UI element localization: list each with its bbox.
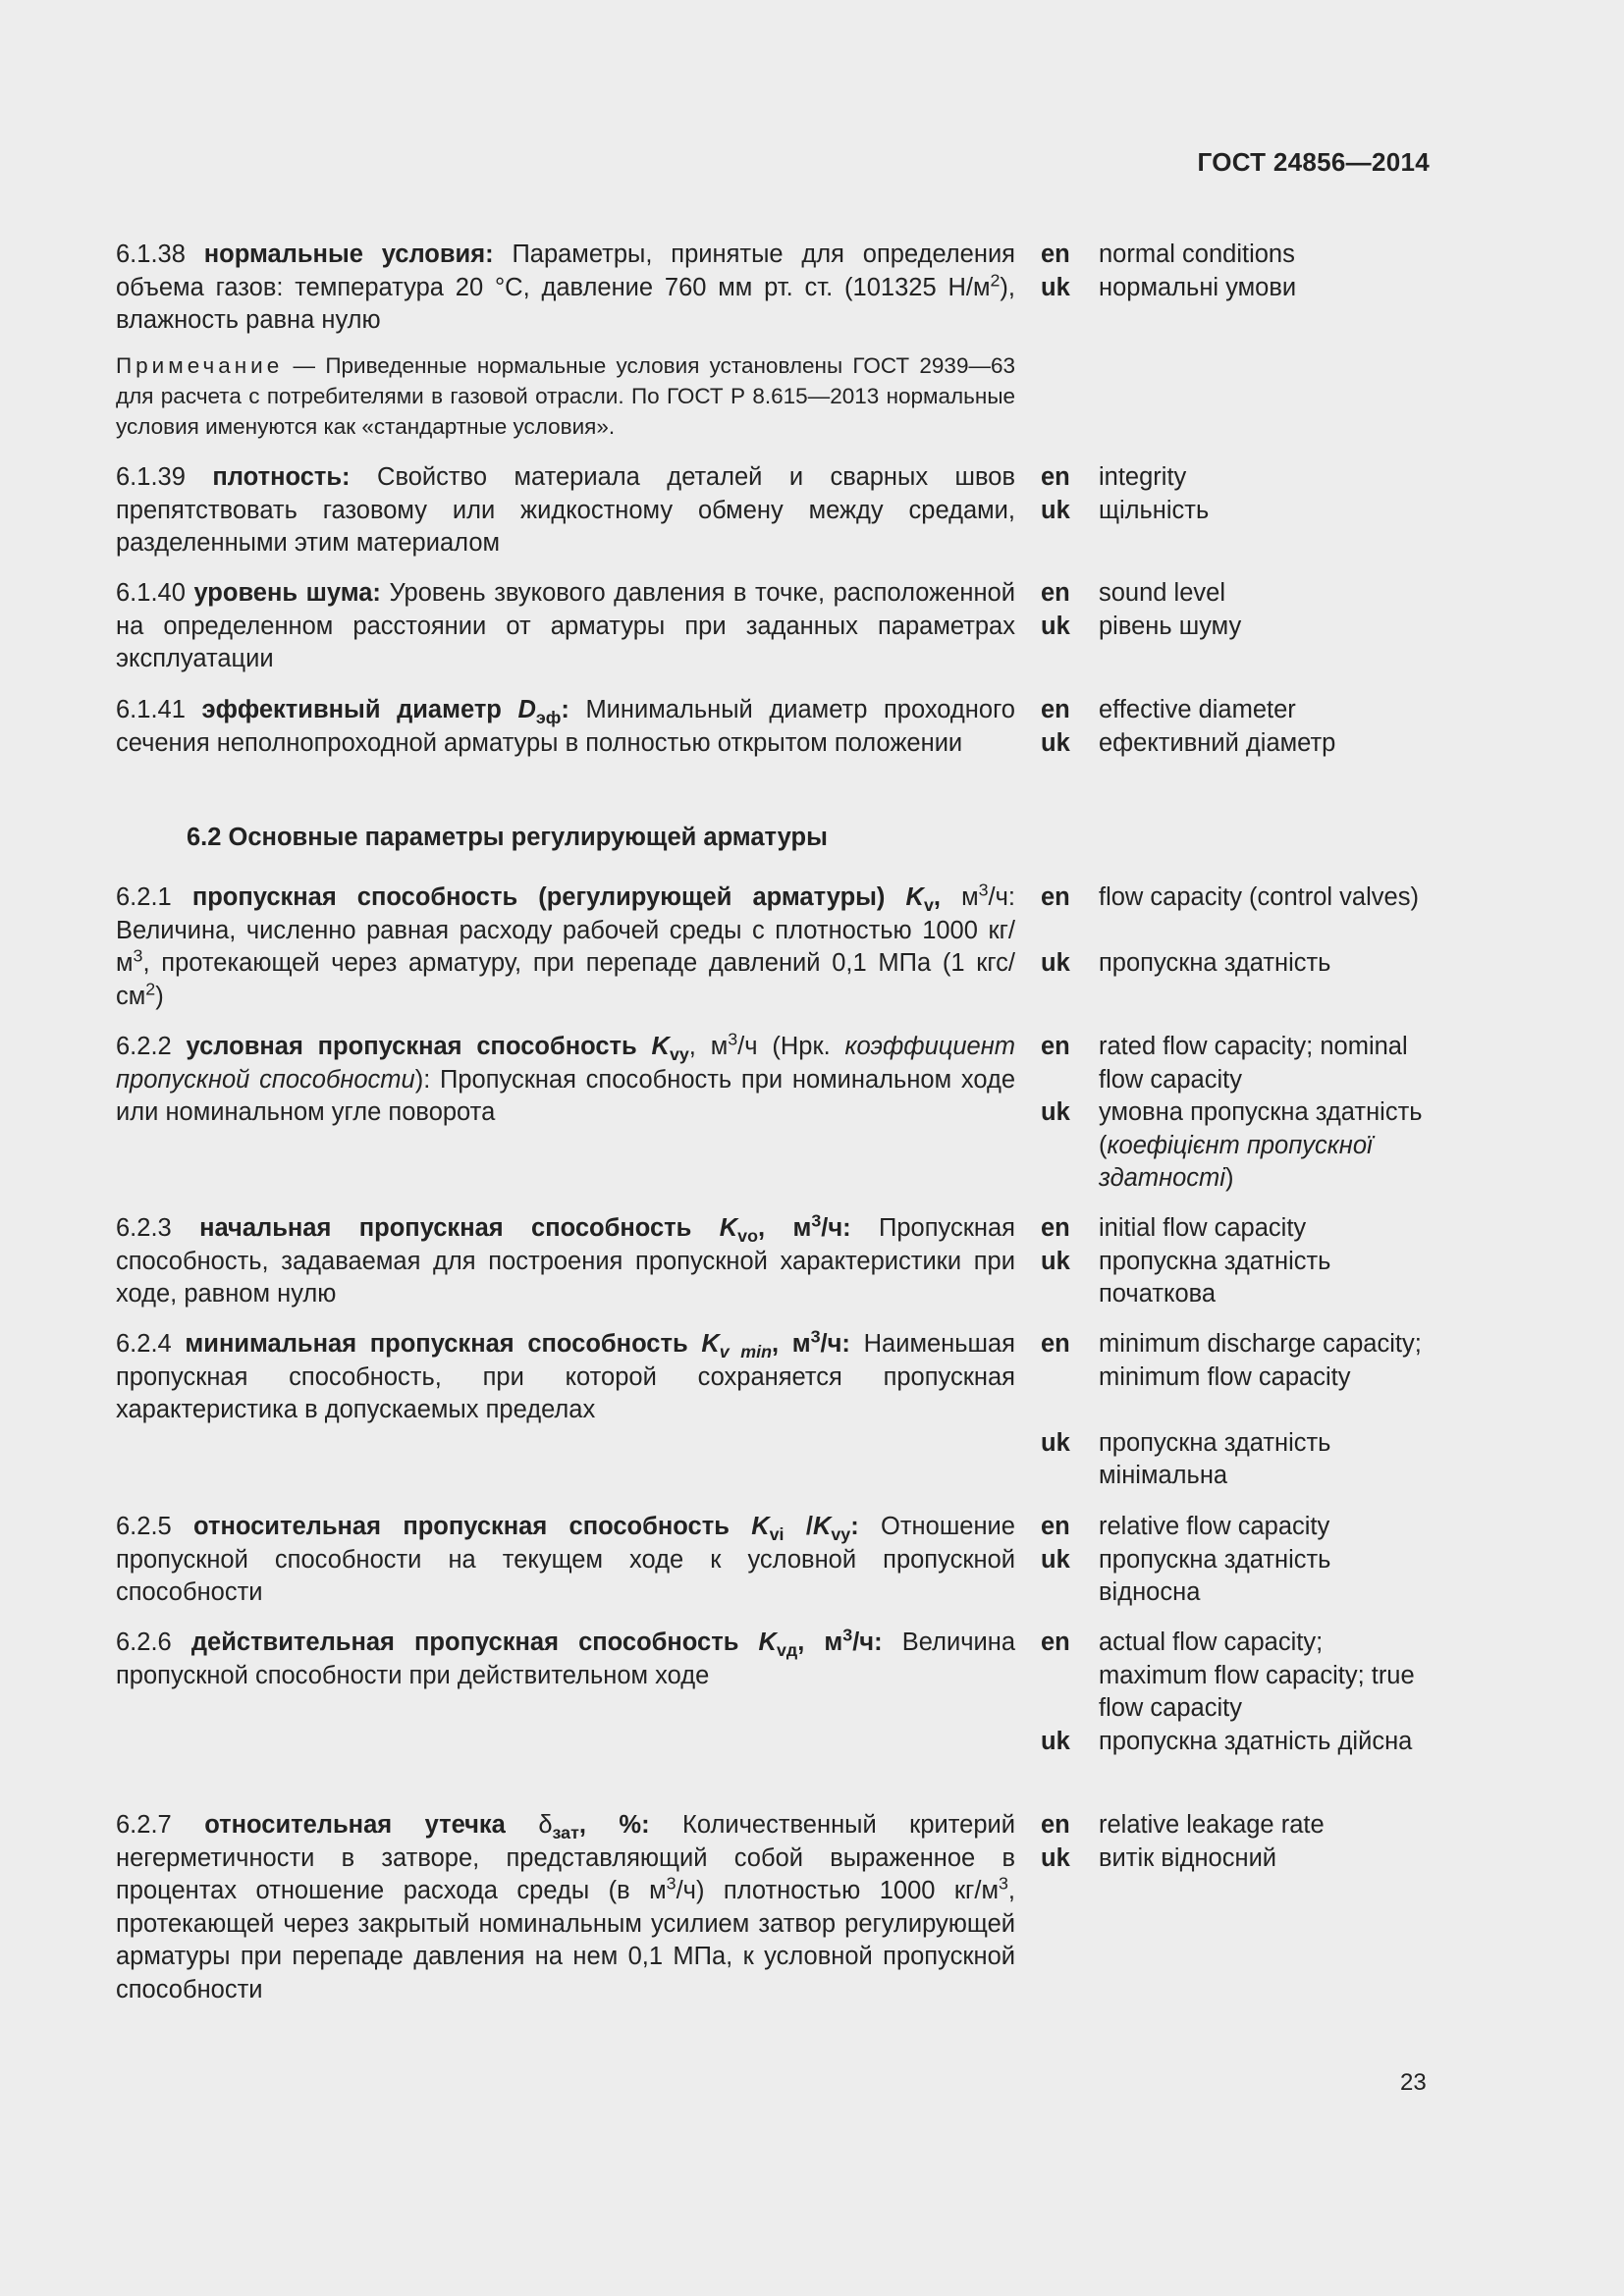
entry-term: условная пропускная способность (186, 1033, 637, 1060)
entry-term: действительная пропускная способность (190, 1629, 739, 1656)
term-en: relative flow capacity (1099, 1513, 1330, 1540)
entry-term: пропускная способность (регулирующей арматуры) (191, 883, 886, 911)
entry-term: минимальная пропускная способность (185, 1330, 688, 1358)
term-uk: витік відносний (1099, 1843, 1277, 1872)
lang-label-uk: uk (1041, 1428, 1070, 1457)
lang-label-uk: uk (1041, 1545, 1070, 1574)
page-number: 23 (1400, 2069, 1427, 2096)
term-en: rated flow capacity; nominal flow capacity (1099, 1033, 1408, 1094)
lang-label-en: en (1041, 579, 1070, 607)
entry-definition: 6.2.6 действительная пропускная способность $K_{vд}$, $м^3/ч$: Величина пропускной способности при действительном ходе (116, 1625, 1015, 1689)
lang-label-en: en (1041, 1629, 1070, 1656)
term-en: effective diameter (1099, 696, 1296, 723)
term-uk: пропускна здатність мінімальна (1099, 1428, 1331, 1489)
entry-definition: 6.1.40 уровень шума: Уровень звукового давления в точке, расположенной на определенном расстоянии от арматуры при заданных параметрах эксплуатации (116, 579, 1016, 672)
term-en: initial flow capacity (1099, 1214, 1307, 1242)
term-en: integrity (1099, 463, 1187, 491)
entry-definition: 6.2.7 относительная утечка $\delta_{зат}$, %: Количественный критерий негерметичности в затворе, представляющий собой выраженное в процентах отношение расхода среды (в $м^3/ч$) плотностью 1000 $кг/м^3$, протекающей через закрытый номинальным усилием затвор регулирующей арматуры при перепаде давления на нем 0,1 МПа, к условной пропускной способности (116, 1811, 1016, 2003)
deprecated-term: коэффициент пропускной способности (116, 1033, 1015, 1094)
lang-label-en: en (1041, 240, 1070, 268)
lang-label-uk: uk (1041, 1247, 1070, 1275)
term-uk: пропускна здатність (1099, 949, 1331, 977)
term-uk: рівень шуму (1099, 612, 1242, 640)
entry-definition: 6.2.5 относительная пропускная способность $K_{vi}$ $/K_{vy}$: Отношение пропускной способности на текущем ходе к условной пропускной способности (116, 1513, 1015, 1606)
entry-term: эффективный диаметр (201, 696, 502, 723)
lang-label-en: en (1041, 1214, 1070, 1242)
lang-label-en: en (1041, 463, 1070, 491)
entry-term: начальная пропускная способность (199, 1214, 692, 1242)
lang-label-uk: uk (1041, 273, 1070, 301)
entry-term: относительная утечка (204, 1811, 506, 1839)
term-uk: щільність (1099, 496, 1210, 524)
term-uk: ефективний діаметр (1099, 728, 1336, 757)
lang-label-en: en (1041, 1033, 1070, 1060)
lang-label-en: en (1041, 1513, 1070, 1540)
entry-term: уровень шума: (193, 579, 381, 607)
lang-label-en: en (1041, 696, 1070, 723)
term-uk: нормальні умови (1099, 273, 1297, 301)
term-uk: пропускна здатність дійсна (1099, 1727, 1413, 1755)
entry-definition: 6.1.41 эффективный диаметр $D_{эф}$: Минимальный диаметр проходного сечения неполнопроходной арматуры в полностью открытом положении (116, 696, 1015, 757)
lang-label-en: en (1041, 1811, 1070, 1839)
entry-definition: 6.1.39 плотность: Свойство материала деталей и сварных швов препятствовать газовому или жидкостному обмену между средами, разделенными этим материалом (116, 463, 1015, 557)
note-label: Примечание (116, 353, 284, 378)
lang-label-uk: uk (1041, 496, 1070, 524)
lang-label-uk: uk (1041, 612, 1070, 640)
lang-label-uk: uk (1041, 728, 1070, 757)
lang-label-uk: uk (1041, 1843, 1070, 1872)
term-uk: умовна пропускна здатність (коефіцієнт пропускної здатності) (1099, 1098, 1423, 1192)
term-en: normal conditions (1099, 240, 1295, 268)
entry-definition: 6.2.4 минимальная пропускная способность $K_{v min}$, $м^3/ч$: Наименьшая пропускная способность, при которой сохраняется пропускная характеристика в допускаемых пределах (116, 1326, 1015, 1423)
note: Примечание — Приведенные нормальные условия установлены ГОСТ 2939—63 для расчета с потребителями в газовой отрасли. По ГОСТ Р 8.615—2013 нормальные условия именуются как «стандартные условия». (116, 353, 1015, 439)
term-en: actual flow capacity; maximum flow capacity; true flow capacity (1099, 1629, 1415, 1722)
section-heading: 6.2 Основные параметры регулирующей арматуры (187, 824, 828, 851)
lang-label-en: en (1041, 1330, 1070, 1358)
entry-definition: 6.2.3 начальная пропускная способность $K_{vo}$, $м^3/ч$: Пропускная способность, задаваемая для построения пропускной характеристики при ходе, равном нулю (116, 1210, 1015, 1308)
term-uk: пропускна здатність відносна (1099, 1545, 1331, 1606)
entry-term: нормальные условия: (203, 240, 494, 268)
term-en: relative leakage rate (1099, 1811, 1325, 1839)
entry-term: относительная пропускная способность (193, 1513, 730, 1540)
lang-label-en: en (1041, 883, 1070, 911)
entry-definition: 6.2.1 пропускная способность (регулирующей арматуры) $K_v$, $м^3/ч$: Величина, численно равная расходу рабочей среды с плотностью 1000 $кг/м^3$, протекающей через арматуру, при перепаде давлений 0,1 МПа (1 кгс/$см^2$) (116, 880, 1015, 1010)
term-uk: пропускна здатність початкова (1099, 1247, 1331, 1308)
term-en: sound level (1099, 579, 1226, 607)
entry-term: плотность: (212, 463, 351, 491)
term-en: flow capacity (control valves) (1099, 883, 1419, 911)
term-en: minimum discharge capacity; minimum flow capacity (1099, 1330, 1422, 1391)
entry-definition: 6.1.38 нормальные условия: Параметры, принятые для определения объема газов: температура 20 °С, давление 760 мм рт. ст. (101325 $Н/м^2$), влажность равна нулю (116, 240, 1015, 334)
lang-label-uk: uk (1041, 1727, 1070, 1755)
lang-label-uk: uk (1041, 1098, 1070, 1126)
standard-header: ГОСТ 24856—2014 (1197, 147, 1430, 177)
lang-label-uk: uk (1041, 949, 1070, 977)
entry-definition: 6.2.2 условная пропускная способность $K_{vy}$, $м^3/ч$ (Нрк. коэффициент пропускной способности): Пропускная способность при номинальном ходе или номинальном угле поворота (116, 1029, 1015, 1126)
